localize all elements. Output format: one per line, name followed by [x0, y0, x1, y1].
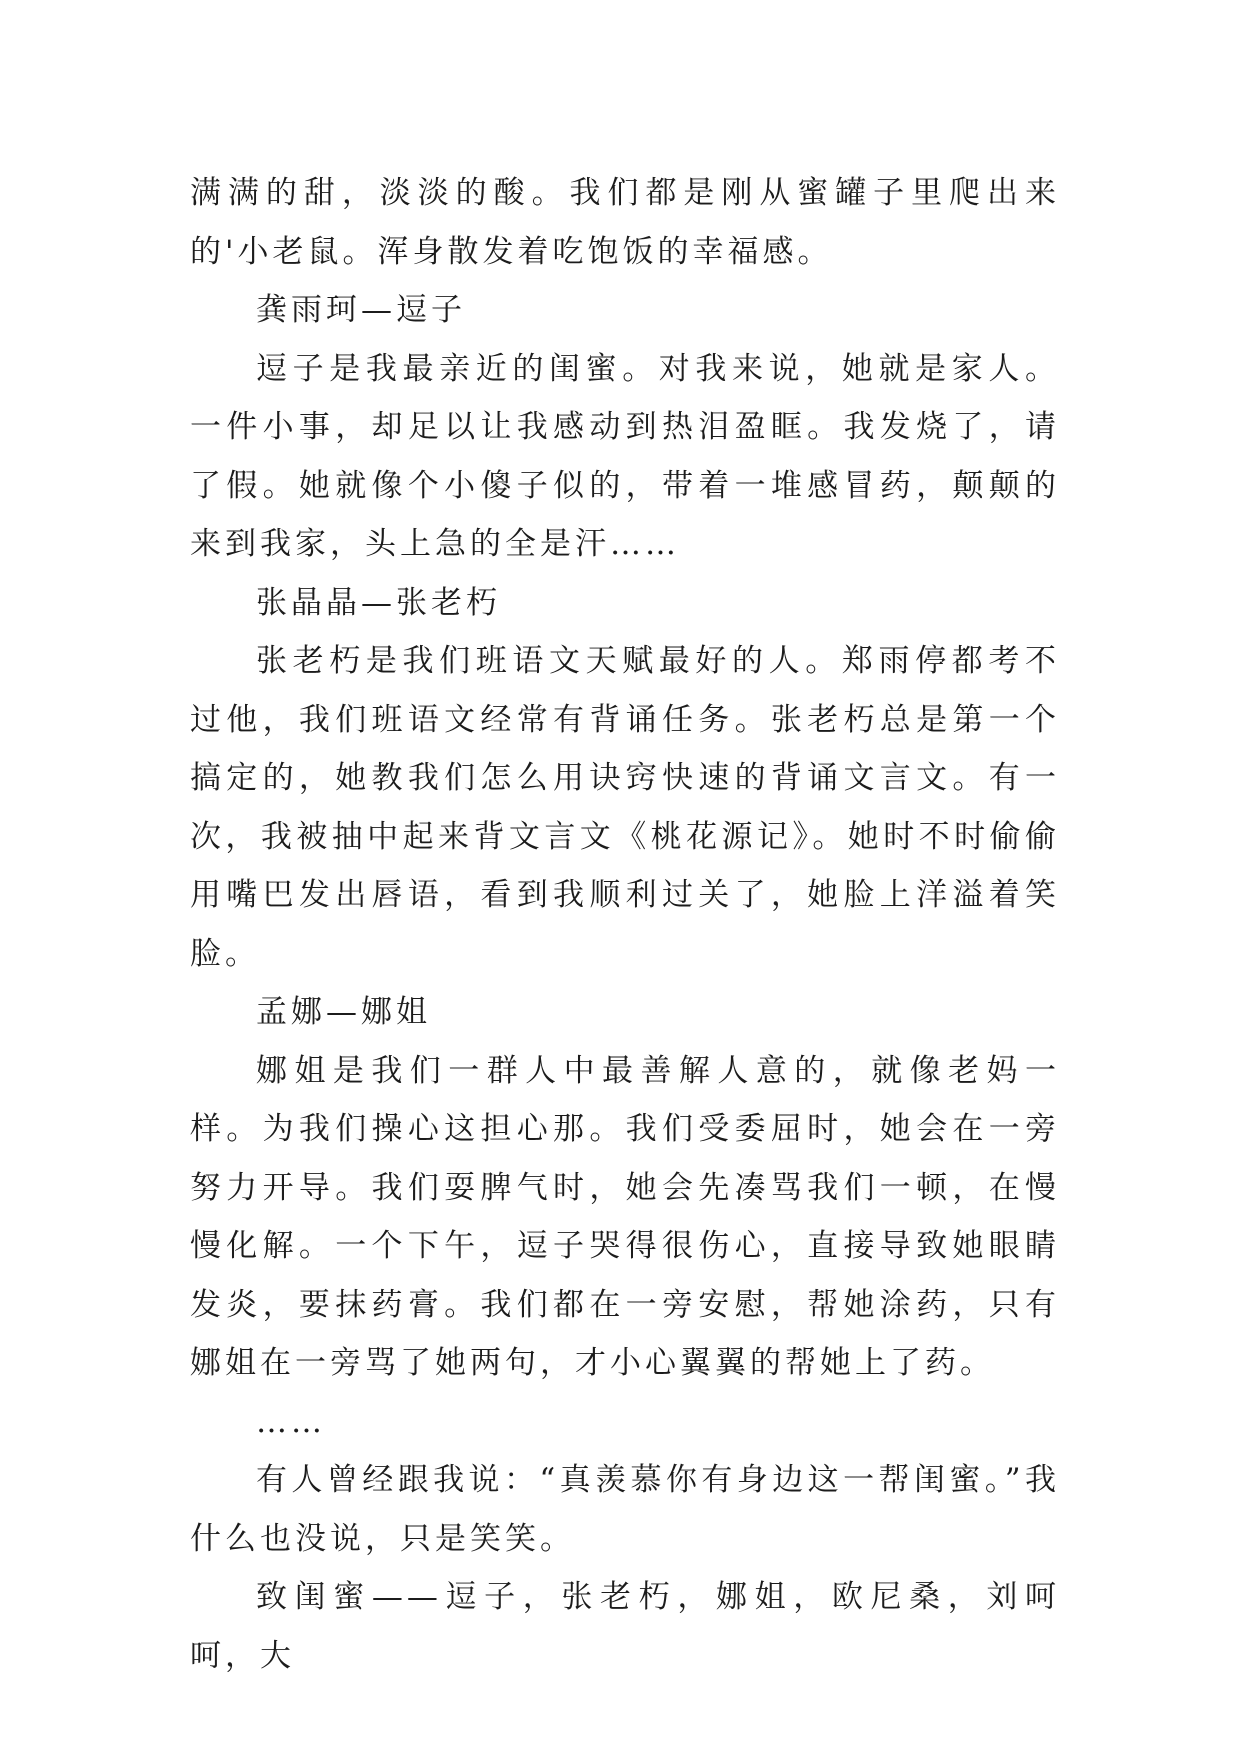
paragraph-zhanglaoxiu: 张老朽是我们班语文天赋最好的人。郑雨停都考不过他，我们班语文经常有背诵任务。张老朽总是第一个搞定的，她教我们怎么用诀窍快速的背诵文言文。有一次，我被抽中起来背文言文《桃花源记》。她时不时偷偷用嘴巴发出唇语，看到我顺利过关了，她脸上洋溢着笑脸。: [190, 643, 1060, 972]
paragraph-najie: 娜姐是我们一群人中最善解人意的，就像老妈一样。为我们操心这担心那。我们受委屈时，她会在一旁努力开导。我们耍脾气时，她会先凑骂我们一顿，在慢慢化解。一个下午，逗子哭得很伤心，直接导致她眼睛发炎，要抹药膏。我们都在一旁安慰，帮她涂药，只有娜姐在一旁骂了她两句，才小心翼翼的帮她上了药。: [190, 1052, 1060, 1381]
section-heading-najie: 孟娜—娜姐: [256, 994, 431, 1030]
paragraph-envy: 有人曾经跟我说：“真羡慕你有身边这一帮闺蜜。”我什么也没说，只是笑笑。: [190, 1462, 1060, 1557]
paragraph-dedication: 致闺蜜——逗子，张老朽，娜姐，欧尼桑，刘呵呵，大: [190, 1579, 1060, 1674]
paragraph-opening: 满满的甜，淡淡的酸。我们都是刚从蜜罐子里爬出来的'小老鼠。浑身散发着吃饱饭的幸福感。: [190, 175, 1060, 270]
section-heading-douzi: 龚雨珂—逗子: [256, 292, 466, 328]
ellipsis-line: ……: [256, 1403, 326, 1440]
section-heading-zhanglaoxiu: 张晶晶—张老朽: [256, 584, 501, 621]
paragraph-douzi: 逗子是我最亲近的闺蜜。对我来说，她就是家人。一件小事，却足以让我感动到热泪盈眶。我发烧了，请了假。她就像个小傻子似的，带着一堆感冒药，颠颠的来到我家，头上急的全是汗……: [190, 350, 1060, 562]
document-body: [190, 164, 1060, 1685]
